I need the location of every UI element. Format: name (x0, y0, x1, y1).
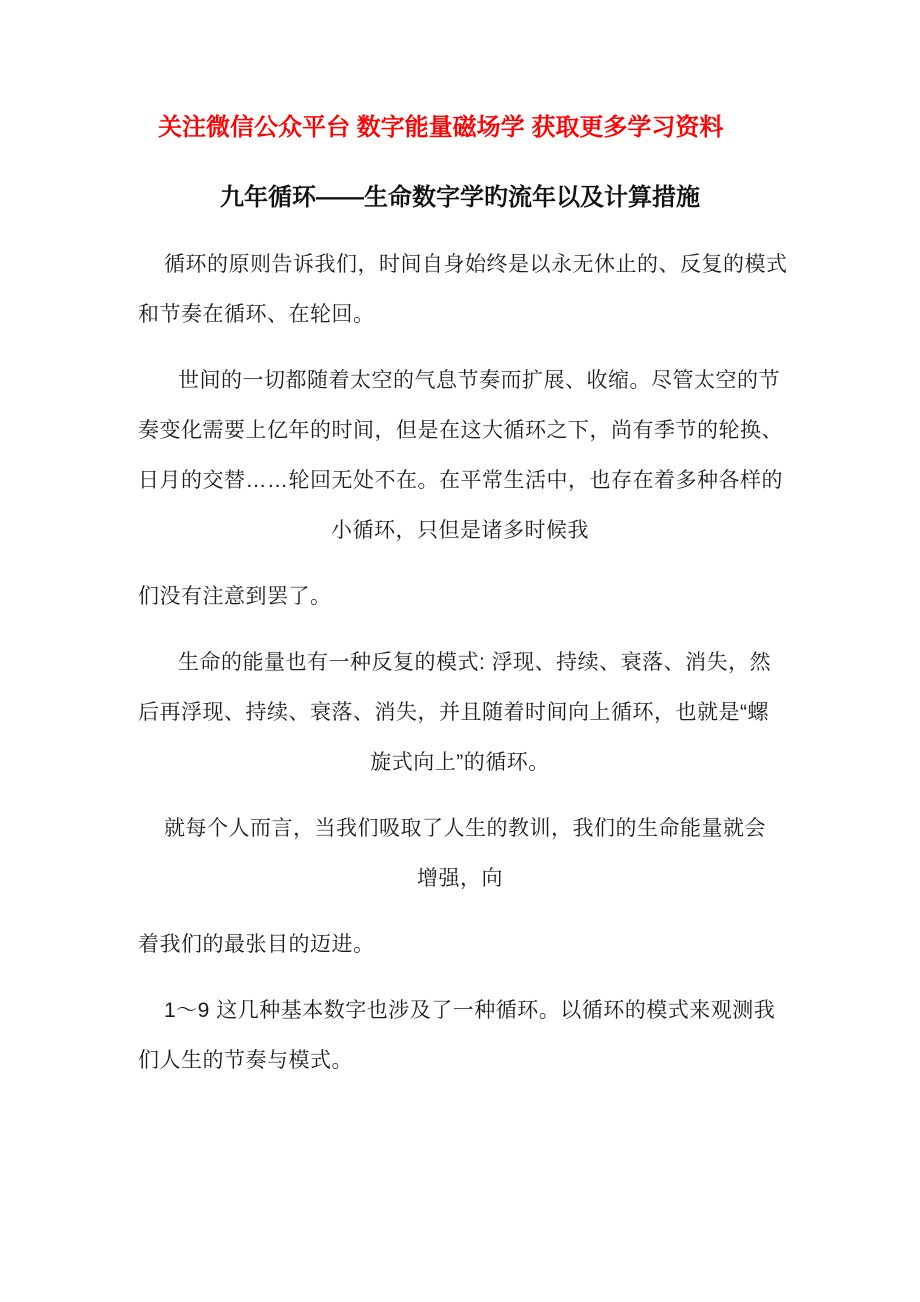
paragraph (138, 986, 782, 1086)
text-line: 就每个人而言，当我们吸取了人生的教训，我们的生命能量就会 (164, 817, 766, 840)
text-line: 增强，向 (417, 867, 503, 890)
text-line: 日月的交替……轮回无处不在。在平常生活中，也存在着多种各样的 (138, 469, 783, 492)
paragraph (138, 638, 782, 788)
text-line: 们没有注意到罢了。 (138, 585, 332, 608)
paragraph (138, 356, 782, 556)
text-line: 小循环，只但是诸多时候我 (331, 519, 589, 542)
text-line: 1～9 这几种基本数字也涉及了一种循环。以循环的模式来观测我 (164, 999, 776, 1022)
text-line: 循环的原则告诉我们，时间自身始终是以永无休止的、反复的模式 (164, 253, 788, 276)
text-line: 后再浮现、持续、衰落、消失，并且随着时间向上循环，也就是“螺 (138, 701, 769, 724)
text-line: 世间的一切都随着太空的气息节奏而扩展、收缩。尽管太空的节 (178, 369, 780, 392)
promo-header: 关注微信公众平台 数字能量磁场学 获取更多学习资料 (158, 114, 724, 141)
text-line: 着我们的最张目的迈进。 (138, 933, 375, 956)
document-title: 九年循环——生命数字学旳流年以及计算措施 (220, 184, 700, 211)
text-line: 和节奏在循环、在轮回。 (138, 303, 375, 326)
text-line: 生命的能量也有一种反复的模式: 浮现、持续、衰落、消失，然 (178, 651, 772, 674)
paragraph (138, 240, 788, 340)
text-line: 们人生的节奏与模式。 (138, 1049, 353, 1072)
paragraph (138, 804, 782, 904)
document-body (138, 240, 788, 1086)
paragraph (138, 920, 782, 970)
text-line: 奏变化需要上亿年的时间，但是在这大循环之下，尚有季节的轮换、 (138, 419, 783, 442)
paragraph (138, 572, 782, 622)
text-line: 旋式向上”的循环。 (370, 751, 550, 774)
